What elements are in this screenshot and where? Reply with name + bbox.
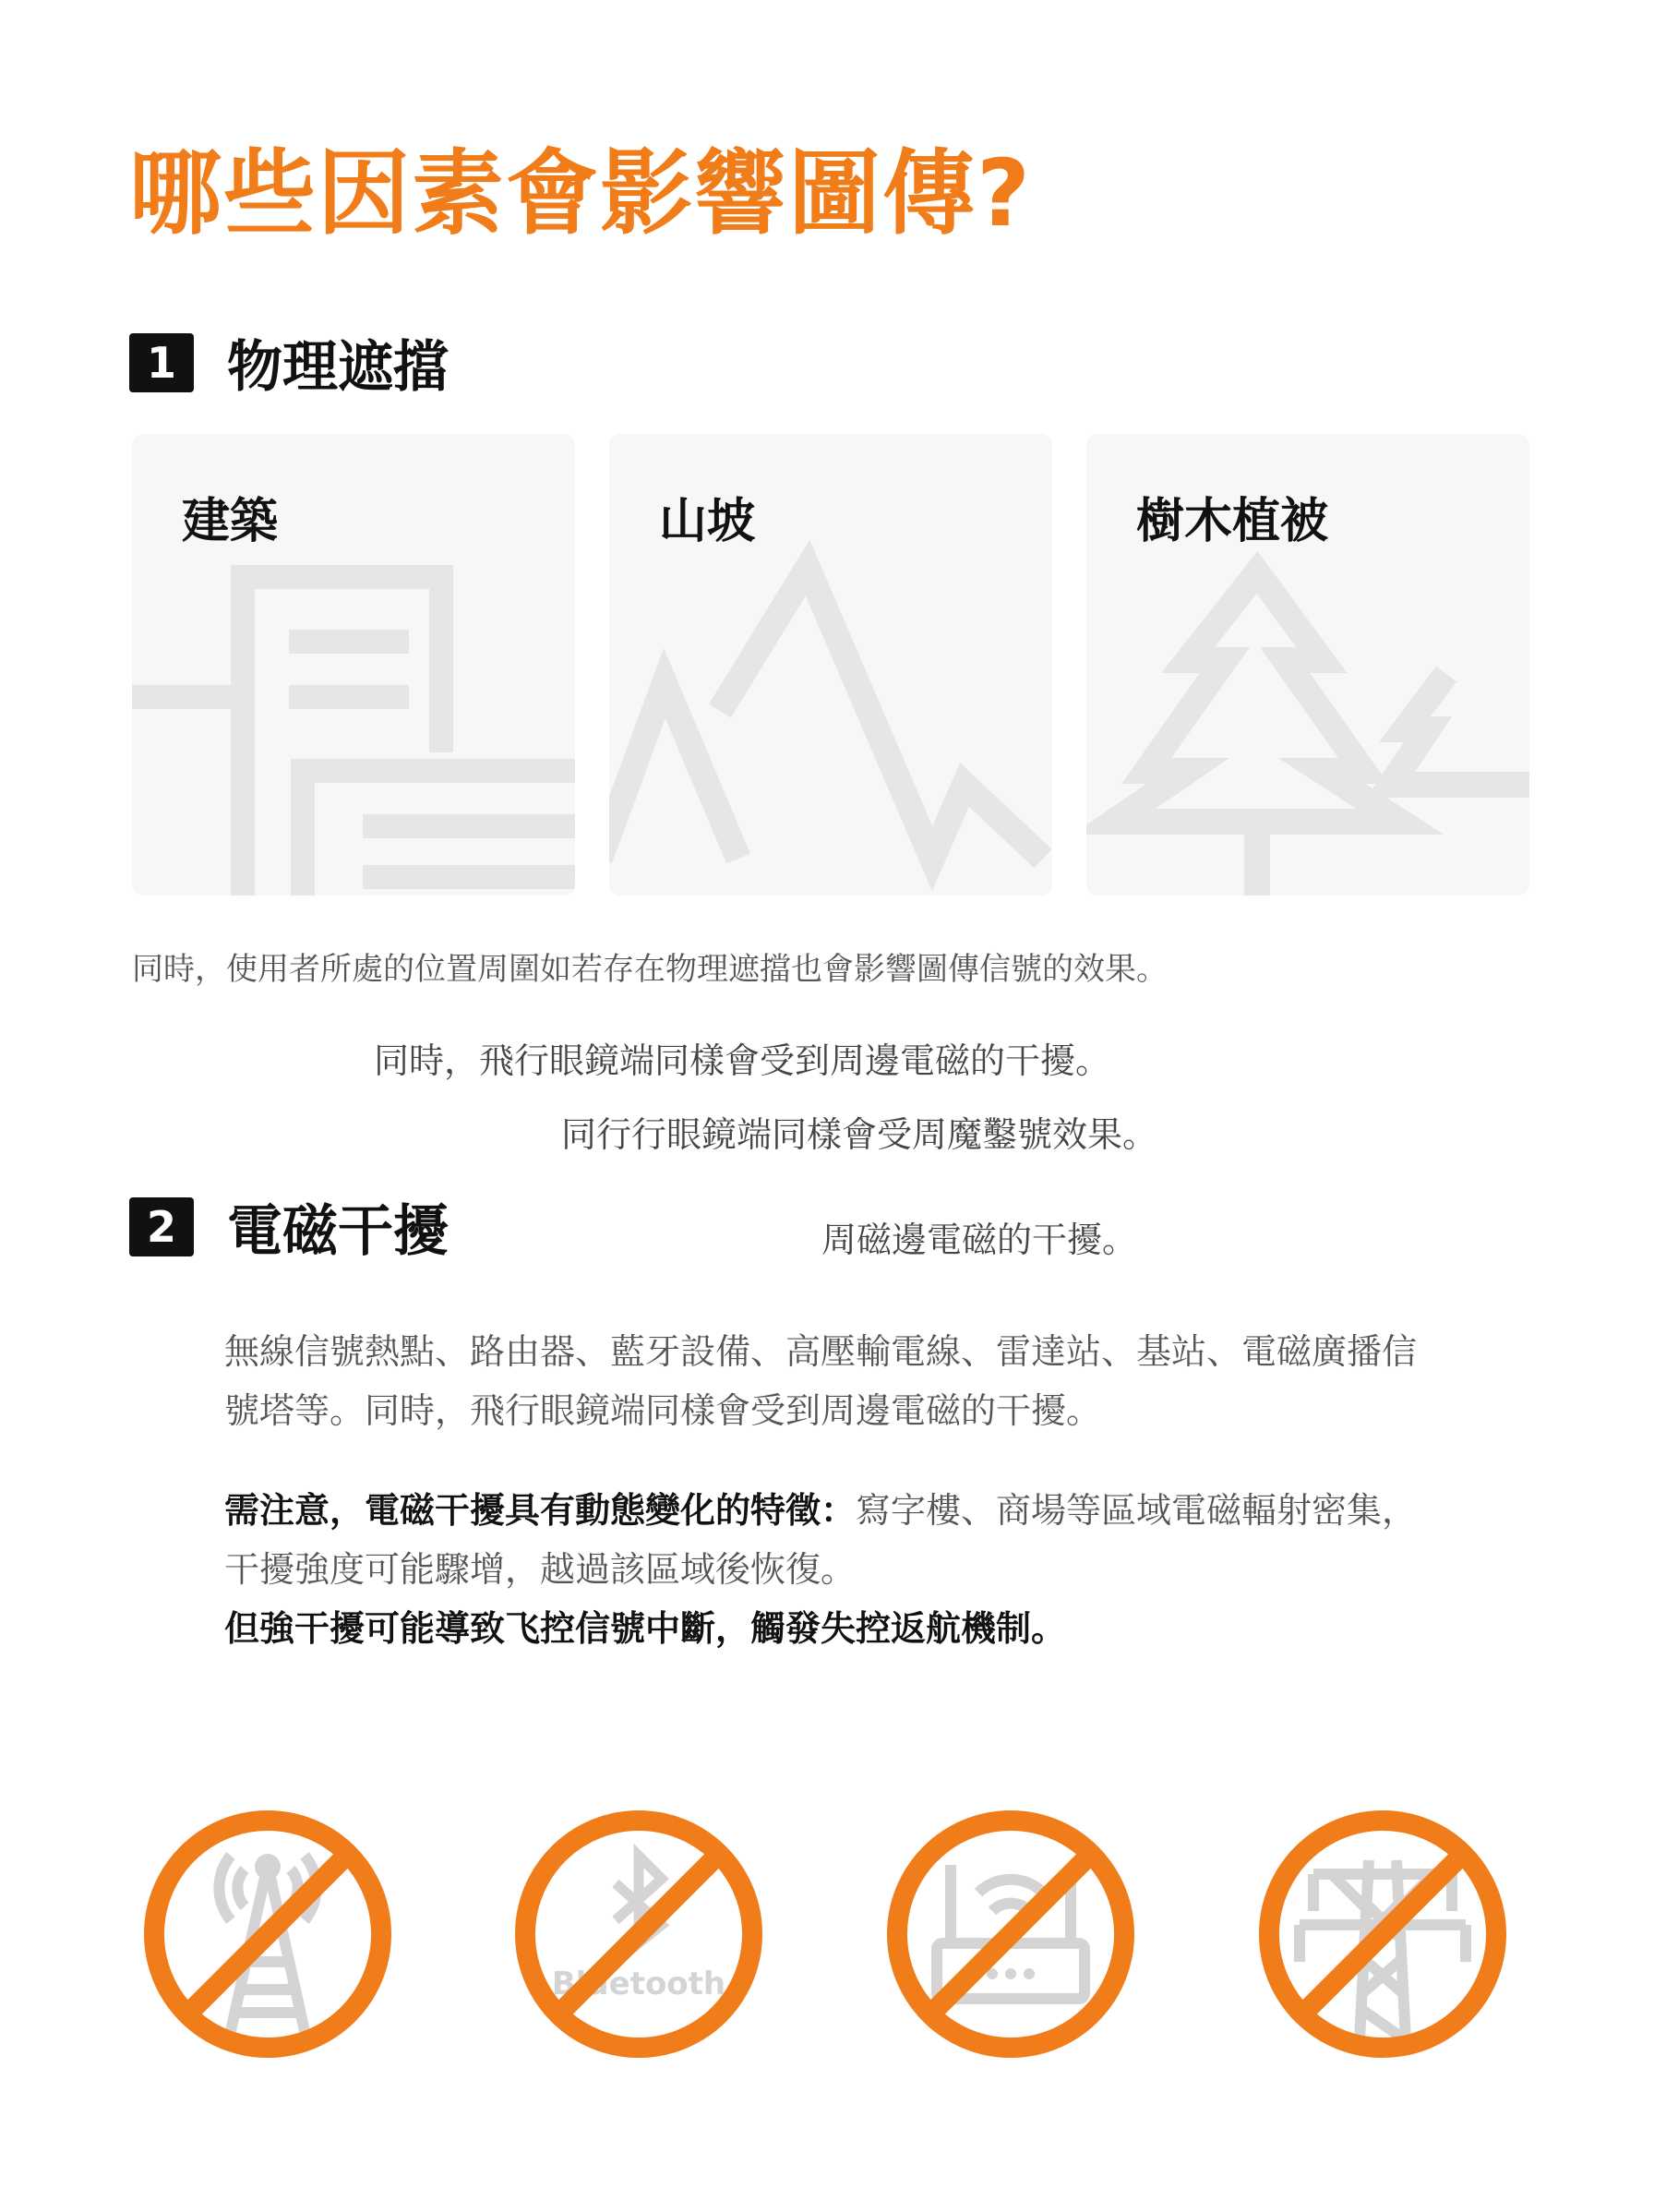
card-mountain: [609, 434, 1052, 896]
card-tree: [1086, 434, 1529, 896]
no-router-icon: [886, 1809, 1135, 2059]
section-1-caption: 同時，使用者所處的位置周圍如若存在物理遮擋也會影響圖傳信號的效果。: [132, 951, 1168, 988]
overlay-line-1: 同時，飛行眼鏡端同樣會受到周邊電磁的干擾。: [374, 1040, 1111, 1081]
card-label: 山坡: [659, 494, 756, 549]
note-text: 寫字樓、商場等區域電磁輻射密集，: [856, 1490, 1418, 1531]
section-1-heading: [129, 323, 449, 403]
card-label: 樹木植被: [1136, 494, 1329, 549]
note-bold-lead: 需注意，電磁干擾具有動態變化的特徵：: [224, 1490, 857, 1531]
overlay-line-3: 周磁邊電磁的干擾。: [821, 1220, 1138, 1260]
card-label: 建築: [182, 494, 279, 549]
section-number-badge: 2: [129, 1197, 194, 1256]
paragraph-line: 號塔等。同時，飛行眼鏡端同樣會受到周邊電磁的干擾。: [224, 1390, 1102, 1431]
bluetooth-wordmark: Bluetooth: [551, 1966, 726, 2002]
section-2-paragraph: [224, 1322, 1516, 1440]
note-warning: 但強干擾可能導致飞控信號中斷，觸發失控返航機制。: [224, 1608, 1067, 1649]
no-bluetooth-icon: [514, 1809, 763, 2059]
card-building: [132, 434, 575, 896]
overlay-line-2: 同行行眼鏡端同樣會受周魔鑿號效果。: [561, 1114, 1158, 1155]
paragraph-line: 無線信號熱點、路由器、藍牙設備、高壓輸電線、雷達站、基站、電磁廣播信: [224, 1331, 1418, 1372]
page-title: 哪些因素會影響圖傳?: [129, 139, 1033, 247]
section-title: 電磁干擾: [227, 1199, 449, 1264]
note-line: 干擾強度可能驟增，越過該區域後恢復。: [224, 1549, 857, 1590]
section-number-badge: 1: [129, 333, 194, 392]
section-2-note: [224, 1481, 1516, 1658]
no-power-tower-icon: [1258, 1809, 1507, 2059]
no-radio-tower-icon: [143, 1809, 392, 2059]
section-title: 物理遮擋: [227, 335, 449, 400]
section-2-heading: [129, 1187, 449, 1267]
